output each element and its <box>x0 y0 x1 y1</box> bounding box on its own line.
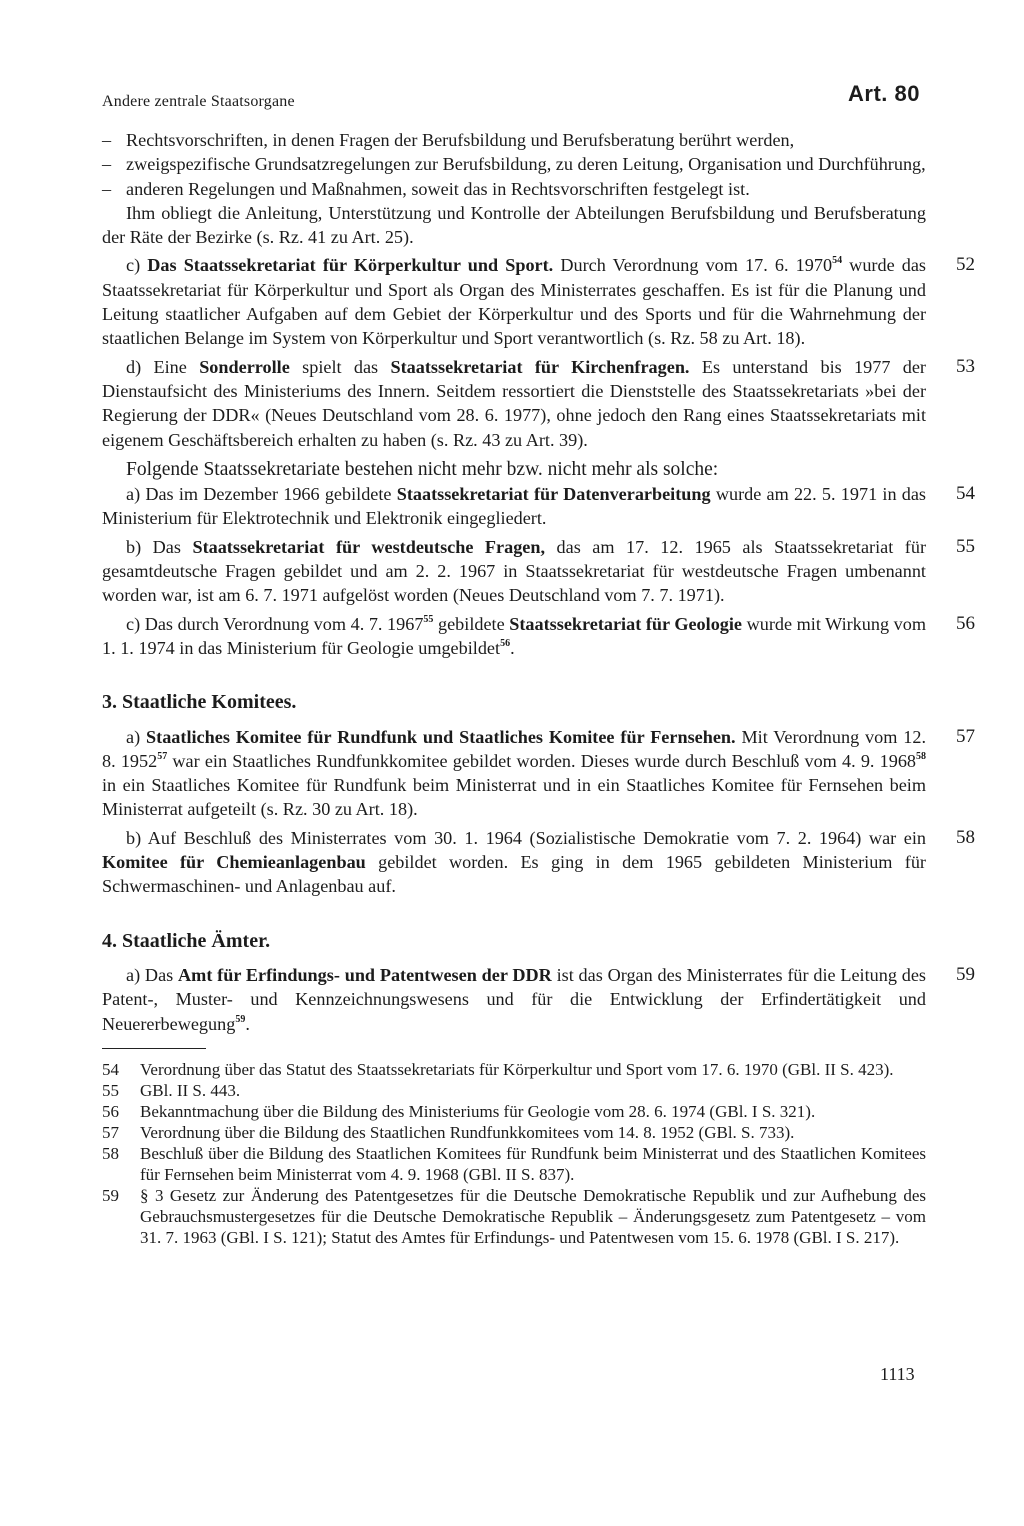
bold-term: Staatssekretariat für Kirchenfragen. <box>390 356 690 377</box>
bold-term: Staatliches Komitee für Rundfunk und Staatliches Komitee für Fernsehen. <box>146 726 736 747</box>
footnote-number: 56 <box>102 1101 119 1121</box>
footnote-number: 54 <box>102 1059 119 1079</box>
main-text <box>102 128 975 1248</box>
paragraph-58: 58 b) Auf Beschluß des Ministerrates vom 30. 1. 1964 (Sozialistische Demokratie vom 7. 2. 1964) war ein Komitee für Chemieanlagenbau gebildet worden. Es ging in dem 1965 gebildeten Ministerium für Schwermaschinen- und Anlagenbau auf. <box>102 826 975 897</box>
footnote-ref[interactable]: 57 <box>157 750 168 762</box>
margin-number: 55 <box>956 535 975 557</box>
footnote: 57 Verordnung über die Bildung des Staatlichen Rundfunkkomitees vom 14. 8. 1952 (GBl. S. 733). <box>102 1122 795 1142</box>
list-item: – Rechtsvorschriften, in denen Fragen der Berufsbildung und Berufsberatung berührt werden, <box>102 128 926 152</box>
footnote-ref[interactable]: 54 <box>832 255 843 267</box>
section-intro: Folgende Staatssekretariate bestehen nicht mehr bzw. nicht mehr als solche: <box>126 458 719 480</box>
footnote-divider <box>102 1048 206 1049</box>
footnote-number: 58 <box>102 1143 119 1163</box>
footnote-ref[interactable]: 58 <box>916 750 927 762</box>
footnote: 55 GBl. II S. 443. <box>102 1080 241 1100</box>
footnote-ref[interactable]: 59 <box>235 1013 246 1025</box>
margin-number: 54 <box>956 483 975 505</box>
bold-term: Staatssekretariat für Datenverarbeitung <box>396 484 711 505</box>
page-number: 1113 <box>880 1364 915 1384</box>
margin-number: 57 <box>956 725 975 747</box>
bold-term: Amt für Erfindungs- und Patentwesen der DDR <box>178 964 552 985</box>
running-title: Andere zentrale Staatsorgane <box>102 93 295 110</box>
paragraph-52: 52 c) Das Staatssekretariat für Körperkultur und Sport. Durch Verordnung vom 17. 6. 1970$^{54}$ wurde das Staatssekretariat für Körperkultur und Sport als Organ des Ministerrates geschaffen. Es ist für die Planung und Leitung staatlicher Aufgaben auf dem Gebiet der Körperkultur und des Sports und für die Wahrnehmung der staatlichen Belange im System von Körperkultur und Sport verantwortlich (s. Rz. 58 zu Art. 18). <box>102 254 975 349</box>
section-heading: 4. Staatliche Ämter. <box>102 929 271 952</box>
list-item: – anderen Regelungen und Maßnahmen, soweit das in Rechtsvorschriften festgelegt ist. <box>102 177 926 201</box>
footnote-number: 55 <box>102 1080 119 1100</box>
bold-term: Staatssekretariat für westdeutsche Fragen, <box>192 536 546 557</box>
footnote: 59 § 3 Gesetz zur Änderung des Patentgesetzes für die Deutsche Demokratische Republik und zur Aufhebung des Gebrauchsmustergesetzes für die Deutsche Demokratische Republik – Änderungsgesetz zum Patentgesetz – vom 31. 7. 1963 (GBl. I S. 121); Statut des Amtes für Erfindungs- und Patentwesen vom 15. 6. 1978 (GBl. I S. 217). <box>102 1185 926 1247</box>
article-number: Art. 80 <box>848 81 920 106</box>
footnote-ref[interactable]: 56 <box>500 637 511 649</box>
bold-term: Das Staatssekretariat für Körperkultur und Sport. <box>147 255 554 276</box>
footnote-number: 57 <box>102 1122 119 1142</box>
paragraph-59: 59 a) Das Amt für Erfindungs- und Patentwesen der DDR ist das Organ des Ministerrates für die Leitung des Patent-, Muster- und Kennzeichnungswesens und für die Entwicklung der Erfindertätigkeit und Neuererbewegung$^{59}$. <box>102 963 975 1034</box>
paragraph: Ihm obliegt die Anleitung, Unterstützung und Kontrolle der Abteilungen Berufsbildung und Berufsberatung der Räte der Bezirke (s. Rz. 41 zu Art. 25). <box>102 202 926 248</box>
margin-number: 59 <box>956 963 975 985</box>
list-item: – zweigspezifische Grundsatzregelungen zur Berufsbildung, zu deren Leitung, Organisation und Durchführung, <box>102 152 926 176</box>
footnote: 56 Bekanntmachung über die Bildung des Ministeriums für Geologie vom 28. 6. 1974 (GBl. I S. 321). <box>102 1101 816 1121</box>
margin-number: 56 <box>956 612 975 634</box>
footnote: 58 Beschluß über die Bildung des Staatlichen Komitees für Rundfunk beim Ministerrat und des Staatlichen Komitees für Fernsehen beim Ministerrat vom 4. 9. 1968 (GBl. II S. 837). <box>102 1143 926 1184</box>
paragraph-53: 53 d) Eine Sonderrolle spielt das Staatssekretariat für Kirchenfragen. Es unterstand bis 1977 der Dienstaufsicht des Ministeriums des Innern. Seitdem ressortiert die Dienststelle des Staatssekretariats »bei der Regierung der DDR« (Neues Deutschland vom 28. 6. 1977), ohne jedoch den Rang eines Staatssekretariats mit eigenem Geschäftsbereich erhalten zu haben (s. Rz. 43 zu Art. 39). <box>102 355 975 450</box>
margin-number: 58 <box>956 826 975 848</box>
bold-term: Komitee für Chemieanlagenbau <box>102 852 366 873</box>
paragraph-56: 56 c) Das durch Verordnung vom 4. 7. 1967$^{55}$ gebildete Staatssekretariat für Geologie wurde mit Wirkung vom 1. 1. 1974 in das Ministerium für Geologie umgebildet$^{56}$. <box>102 612 975 658</box>
bold-term: Staatssekretariat für Geologie <box>509 613 743 634</box>
margin-number: 53 <box>956 355 975 377</box>
paragraph-55: 55 b) Das Staatssekretariat für westdeutsche Fragen, das am 17. 12. 1965 als Staatssekretariat für gesamtdeutsche Fragen gebildet und am 2. 2. 1967 in Staatssekretariat für westdeutsche Fragen umbenannt worden war, ist am 6. 7. 1971 aufgelöst worden (Neues Deutschland vom 7. 7. 1971). <box>102 535 975 606</box>
footnote: 54 Verordnung über das Statut des Staatssekretariats für Körperkultur und Sport vom 17. 6. 1970 (GBl. II S. 423). <box>102 1059 894 1079</box>
footnotes <box>102 1059 926 1248</box>
margin-number: 52 <box>956 254 975 276</box>
footnote-ref[interactable]: 55 <box>423 613 434 625</box>
section-heading: 3. Staatliche Komitees. <box>102 691 297 714</box>
bold-term: Sonderrolle <box>199 356 290 377</box>
paragraph-57: 57 a) Staatliches Komitee für Rundfunk und Staatliches Komitee für Fernsehen. Mit Verordnung vom 12. 8. 1952$^{57}$ war ein Staatliches Rundfunkkomitee gebildet worden. Dieses wurde durch Beschluß vom 4. 9. 1968$^{58}$ in ein Staatliches Komitee für Rundfunk beim Ministerrat und in ein Staatliches Komitee für Fernsehen beim Ministerrat aufgeteilt (s. Rz. 30 zu Art. 18). <box>102 725 975 820</box>
footnote-number: 59 <box>102 1185 119 1205</box>
paragraph-54: 54 a) Das im Dezember 1966 gebildete Staatssekretariat für Datenverarbeitung wurde am 22. 5. 1971 in das Ministerium für Elektrotechnik und Elektronik eingegliedert. <box>102 483 975 529</box>
